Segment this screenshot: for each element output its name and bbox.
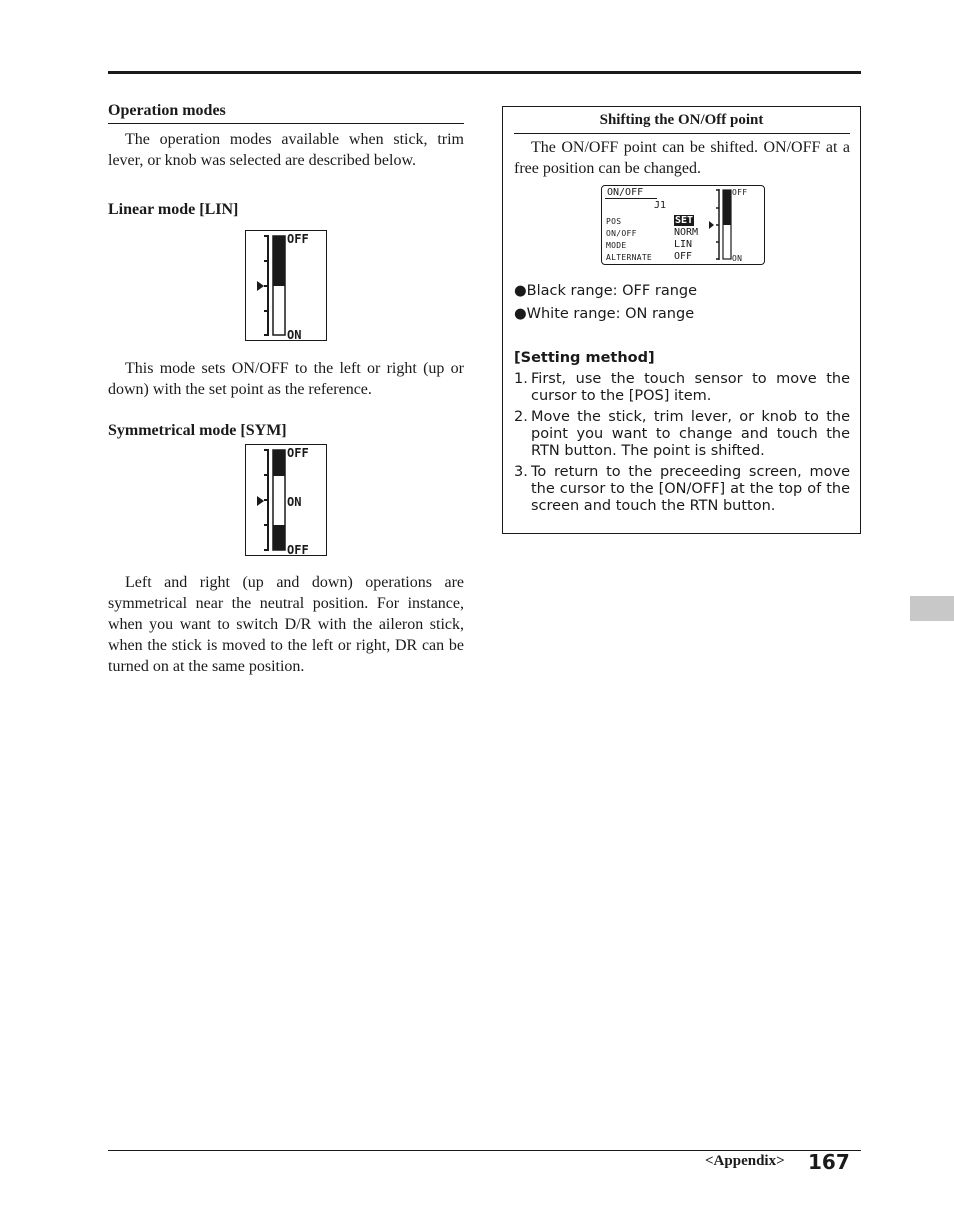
linear-off-label: OFF [287, 232, 309, 246]
symmetrical-bar-graphic [246, 445, 326, 555]
bullet-white-range: ●White range: ON range [514, 306, 695, 322]
symmetrical-on-label: ON [287, 495, 302, 509]
symmetrical-top-off-label: OFF [287, 446, 309, 460]
step-number: 2. [514, 409, 528, 425]
lcd-pos-label: POS [606, 217, 622, 226]
linear-mode-heading: Linear mode [LIN] [108, 201, 239, 218]
setting-steps-list [514, 371, 850, 519]
setting-method-heading: [Setting method] [514, 350, 655, 366]
shifting-onoff-box [502, 106, 861, 534]
step-item [514, 409, 850, 460]
lcd-norm-value: NORM [674, 227, 699, 238]
step-text: To return to the preceeding screen, move the cursor to the [ON/OFF] at the top of the screen and touch the RTN button. [531, 464, 850, 514]
bullet-black-range: ●Black range: OFF range [514, 283, 698, 299]
header-rule [108, 71, 861, 74]
box-title: Shifting the ON/Off point [599, 112, 764, 128]
lcd-screen [601, 185, 765, 265]
step-text: First, use the touch sensor to move the cursor to the [POS] item. [531, 371, 850, 404]
symmetrical-mode-heading: Symmetrical mode [SYM] [108, 422, 287, 439]
section-tab-marker [910, 596, 954, 621]
lcd-alternate-label: ALTERNATE [606, 253, 653, 262]
footer-section-label: <Appendix> [705, 1153, 785, 1169]
lcd-channel: J1 [654, 200, 667, 211]
lcd-onoff-label: ON/OFF [606, 229, 637, 238]
lcd-off-value: OFF [674, 251, 693, 262]
step-item [514, 464, 850, 515]
linear-on-label: ON [287, 328, 302, 342]
lcd-title: ON/OFF [607, 187, 644, 198]
symmetrical-bottom-off-label: OFF [287, 543, 309, 557]
linear-mode-text: This mode sets ON/OFF to the left or right (up or down) with the set point as the reference. [108, 360, 464, 398]
step-text: Move the stick, trim lever, or knob to the point you want to change and touch the RTN button. The point is shifted. [531, 409, 850, 459]
lcd-mode-label: MODE [606, 241, 627, 250]
section-rule [108, 123, 464, 124]
linear-mode-figure [245, 230, 327, 341]
operation-modes-heading: Operation modes [108, 102, 226, 119]
lcd-bar-graphic [705, 186, 763, 264]
linear-bar-graphic [246, 231, 326, 340]
box-title-rule [514, 133, 850, 134]
symmetrical-mode-figure [245, 444, 327, 556]
box-intro-text: The ON/OFF point can be shifted. ON/OFF at a free position can be changed. [514, 139, 850, 177]
page-number: 167 [808, 1150, 850, 1174]
lcd-title-underline [605, 198, 657, 199]
symmetrical-mode-text: Left and right (up and down) operations are symmetrical near the neutral position. For instance, when you want to switch D/R with the aileron stick, when the stick is moved to the left or right, DR can be turned on at the same position. [108, 574, 464, 675]
step-number: 3. [514, 464, 528, 480]
step-item [514, 371, 850, 405]
lcd-lin-value: LIN [674, 239, 693, 250]
lcd-bar-on-label: ON [732, 254, 743, 263]
footer-rule [108, 1150, 861, 1151]
operation-modes-text: The operation modes available when stick, trim lever, or knob was selected are described below. [108, 131, 464, 169]
lcd-set-button: SET [675, 215, 694, 226]
step-number: 1. [514, 371, 528, 387]
lcd-bar-off-label: OFF [732, 188, 748, 197]
